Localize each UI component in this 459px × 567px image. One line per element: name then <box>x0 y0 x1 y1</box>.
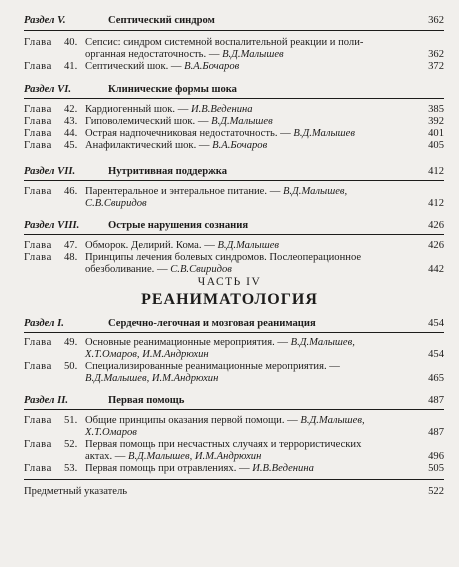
page-number: 385 <box>428 104 444 115</box>
section-divider <box>24 409 444 410</box>
chapter-title: Принципы лечения болевых синдромов. Послеоперационное <box>85 252 362 263</box>
page-number: 372 <box>428 61 444 72</box>
page-number: 405 <box>428 140 444 151</box>
chapter-number: 45. <box>64 140 78 151</box>
chapter-author: С.В.Свиридов <box>170 264 232 275</box>
page-number: 362 <box>428 49 444 60</box>
chapter-number: 41. <box>64 61 78 72</box>
dash: — <box>269 186 281 197</box>
chapter-author-cont: С.В.Свиридов <box>85 198 147 209</box>
chapter-number: 47. <box>64 240 78 251</box>
section-label: Раздел V. <box>24 15 66 26</box>
chapter-number: 51. <box>64 415 78 426</box>
chapter-author: В.Д.Малышев, <box>282 186 348 197</box>
page-number: 465 <box>428 373 444 384</box>
subject-index-label: Предметный указатель <box>24 486 128 497</box>
chapter-label: Глава <box>24 116 52 127</box>
chapter-label: Глава <box>24 61 52 72</box>
dash: — <box>156 264 168 275</box>
chapter-author: В.Д.Малышев, <box>300 415 365 426</box>
page-number: 426 <box>428 240 444 251</box>
chapter-number: 53. <box>64 463 78 474</box>
section-divider <box>24 98 444 99</box>
chapter-author: В.А.Бочаров <box>212 140 268 151</box>
section-label: Раздел I. <box>24 318 64 329</box>
chapter-label: Глава <box>24 415 52 426</box>
chapter-number: 42. <box>64 104 78 115</box>
chapter-title: Септический шок. <box>85 61 169 72</box>
chapter-title-cont: обезболивание. <box>85 264 155 275</box>
chapter-label: Глава <box>24 463 52 474</box>
page-number: 401 <box>428 128 444 139</box>
dash: — <box>239 463 250 474</box>
chapter-label: Глава <box>24 439 52 450</box>
section-divider <box>24 180 444 181</box>
chapter-author: В.Д.Малышев, <box>290 337 355 348</box>
chapter-label: Глава <box>24 128 52 139</box>
dash: — <box>198 140 210 151</box>
chapter-number: 49. <box>64 337 78 348</box>
section-divider <box>24 332 444 333</box>
chapter-title: Парентеральное и энтеральное питание. <box>85 186 268 197</box>
chapter-number: 43. <box>64 116 78 127</box>
page-number: 496 <box>428 451 444 462</box>
page-number: 454 <box>428 349 444 360</box>
dash: — <box>287 415 298 426</box>
page-number: 426 <box>428 220 444 231</box>
chapter-title: Гиповолемический шок. <box>85 116 196 127</box>
chapter-number: 46. <box>64 186 78 197</box>
dash: — <box>170 61 182 72</box>
chapter-author: И.В.Веденина <box>252 463 314 474</box>
section-label: Раздел VII. <box>24 166 76 177</box>
chapter-label: Глава <box>24 361 52 372</box>
section-title: Первая помощь <box>108 395 185 406</box>
chapter-label: Глава <box>24 186 52 197</box>
chapter-title: Основные реанимационные мероприятия. <box>85 337 275 348</box>
page-number: 362 <box>428 15 444 26</box>
section-title: Клинические формы шока <box>108 84 237 95</box>
chapter-title: Кардиогенный шок. <box>85 104 176 115</box>
page-number: 442 <box>428 264 444 275</box>
chapter-author: В.Д.Малышев, И.М.Андрюхин <box>85 373 219 384</box>
section-divider <box>24 234 444 235</box>
section-label: Раздел VIII. <box>24 220 80 231</box>
chapter-label: Глава <box>24 104 52 115</box>
page-number: 487 <box>428 395 444 406</box>
part-label: ЧАСТЬ IV <box>197 276 262 288</box>
section-label: Раздел II. <box>24 395 69 406</box>
page-number: 412 <box>428 198 444 209</box>
chapter-label: Глава <box>24 140 52 151</box>
chapter-author-cont: Х.Т.Омаров, И.М.Андрюхин <box>85 349 209 360</box>
section-title: Септический синдром <box>108 15 215 26</box>
chapter-title: Специализированные реанимационные мероприятия. <box>85 361 327 372</box>
dash: — <box>277 337 288 348</box>
page-number: 522 <box>428 486 444 497</box>
chapter-number: 52. <box>64 439 78 450</box>
page-number: 505 <box>428 463 444 474</box>
chapter-title: Обморок. Делирий. Кома. <box>85 240 202 251</box>
chapter-title: Острая надпочечниковая недостаточность. <box>85 128 278 139</box>
section-divider <box>24 479 444 480</box>
chapter-label: Глава <box>24 37 52 48</box>
dash: — <box>204 240 215 251</box>
chapter-label: Глава <box>24 337 52 348</box>
chapter-label: Глава <box>24 240 52 251</box>
dash: — <box>208 49 220 60</box>
part-title: РЕАНИМАТОЛОГИЯ <box>141 291 318 308</box>
chapter-author: И.В.Веденина <box>190 104 253 115</box>
chapter-title: Первая помощь при отравлениях. <box>85 463 237 474</box>
dash: — <box>114 451 126 462</box>
page-number: 392 <box>428 116 444 127</box>
section-label: Раздел VI. <box>24 84 71 95</box>
chapter-title: Анафилактический шок. <box>85 140 197 151</box>
dash: — <box>329 361 340 372</box>
chapter-author: В.Д.Малышев <box>211 116 273 127</box>
dash: — <box>197 116 209 127</box>
chapter-number: 40. <box>64 37 78 48</box>
chapter-label: Глава <box>24 252 52 263</box>
chapter-author-cont: Х.Т.Омаров <box>85 427 137 438</box>
dash: — <box>177 104 189 115</box>
chapter-title-cont: органная недостаточность. <box>85 49 207 60</box>
chapter-number: 48. <box>64 252 78 263</box>
chapter-author: В.Д.Малышев, И.М.Андрюхин <box>128 451 262 462</box>
section-divider <box>24 30 444 31</box>
page-number: 487 <box>428 427 444 438</box>
chapter-author: В.Д.Малышев <box>293 128 355 139</box>
chapter-title: Первая помощь при несчастных случаях и террористических <box>85 439 362 450</box>
dash: — <box>280 128 291 139</box>
chapter-title: Общие принципы оказания первой помощи. <box>85 415 285 426</box>
chapter-author: В.Д.Малышев <box>217 240 280 251</box>
page-number: 412 <box>428 166 444 177</box>
section-title: Острые нарушения сознания <box>108 220 249 231</box>
chapter-title: Сепсис: синдром системной воспалительной реакции и поли- <box>85 37 364 48</box>
chapter-title-cont: актах. <box>85 451 113 462</box>
chapter-number: 44. <box>64 128 78 139</box>
chapter-number: 50. <box>64 361 78 372</box>
chapter-author: В.Д.Малышев <box>222 49 284 60</box>
page-number: 454 <box>428 318 444 329</box>
section-title: Нутритивная поддержка <box>108 166 228 177</box>
section-title: Сердечно-легочная и мозговая реанимация <box>108 318 316 329</box>
chapter-author: В.А.Бочаров <box>184 61 240 72</box>
